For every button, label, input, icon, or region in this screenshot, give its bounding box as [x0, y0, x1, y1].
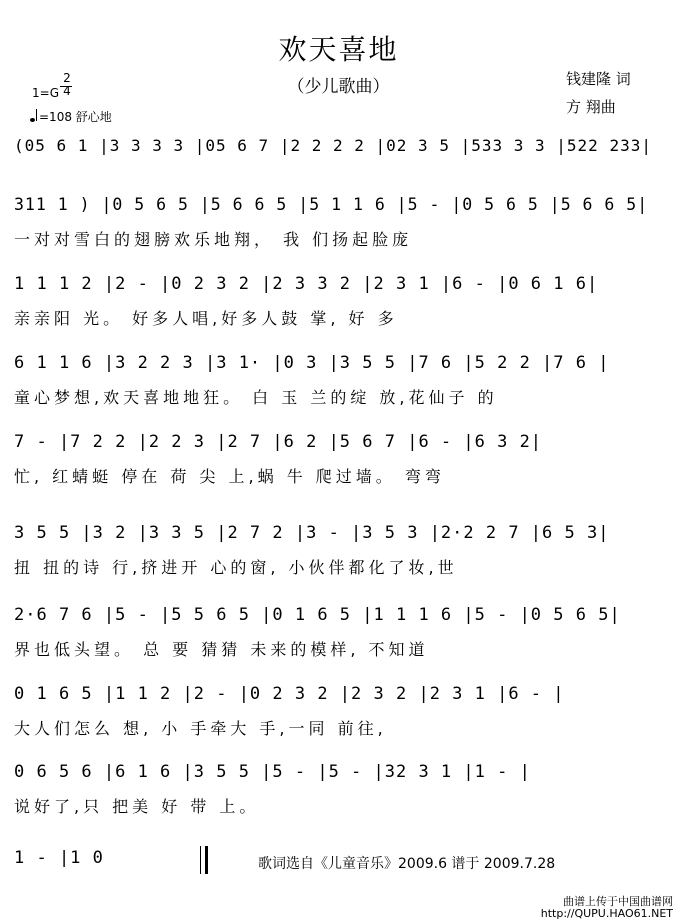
site-footer [541, 896, 673, 920]
note-stem [36, 109, 37, 121]
footer-line-2: http://QUPU.HAO61.NET [540, 907, 673, 920]
row-notes: 311 1 ) |0 5 6 5 |5 6 6 5 |5 1 1 6 |5 - |0 5 6 5 |5 6 6 5| [14, 195, 649, 214]
score-row [0, 762, 677, 822]
score-row [0, 605, 677, 665]
row-notes: 7 - |7 2 2 |2 2 3 |2 7 |6 2 |5 6 7 |6 - |6 3 2| [14, 432, 543, 452]
row-notes: 1 - |1 0 [14, 848, 104, 868]
final-barline-thick [205, 846, 208, 874]
score-row [0, 195, 677, 255]
footer-line-1: 曲谱上传于中国曲谱网 [563, 895, 673, 908]
tempo-marking [30, 108, 112, 125]
score-row [0, 136, 677, 196]
row-lyrics: 大人们怎么 想, 小 手牵大 手,一同 前往, [14, 719, 387, 738]
score-row [0, 353, 677, 413]
lyricist-credit: 钱建隆 词 [566, 70, 631, 88]
time-signature-top: 2 [63, 71, 71, 85]
row-lyrics: 说好了,只 把美 好 带 上。 [14, 797, 260, 816]
song-subtitle: （少儿歌曲） [287, 77, 390, 97]
final-barline-thin [200, 846, 201, 874]
key-signature: 1=G [32, 86, 59, 100]
time-signature [60, 72, 74, 98]
row-notes: 3 5 5 |3 2 |3 3 5 |2 7 2 |3 - |3 5 3 |2·2 2 7 |6 5 3| [14, 523, 610, 543]
row-notes: 1 1 1 2 |2 - |0 2 3 2 |2 3 3 2 |2 3 1 |6 - |0 6 1 6| [14, 274, 599, 294]
row-lyrics: 一对对雪白的翅膀欢乐地翔， 我 们扬起脸庞 [14, 230, 413, 249]
tempo-text: =108 舒心地 [39, 110, 112, 124]
time-signature-bottom: 4 [63, 84, 71, 98]
song-title: 欢天喜地 [278, 33, 399, 66]
source-note: 歌词选自《儿童音乐》2009.6 谱于 2009.7.28 [258, 856, 556, 872]
row-lyrics: 童心梦想,欢天喜地地狂。 白 玉 兰的绽 放,花仙子 的 [14, 388, 498, 407]
time-signature-divider [60, 86, 72, 87]
composer-credit: 方 翔曲 [566, 98, 616, 116]
score-row [0, 274, 677, 334]
score-row [0, 523, 677, 583]
row-notes: (05 6 1 |3 3 3 3 |05 6 7 |2 2 2 2 |02 3 5 |533 3 3 |522 233| [14, 136, 652, 155]
row-lyrics: 扭 扭的诗 行,挤进开 心的窗, 小伙伴都化了妆,世 [14, 558, 458, 577]
quarter-note-icon [30, 118, 35, 122]
row-notes: 0 6 5 6 |6 1 6 |3 5 5 |5 - |5 - |32 3 1 |1 - | [14, 762, 531, 782]
score-row [0, 684, 677, 744]
row-lyrics: 忙, 红蜻蜓 停在 荷 尖 上,蜗 牛 爬过墙。 弯弯 [14, 467, 445, 486]
row-notes: 6 1 1 6 |3 2 2 3 |3 1· |0 3 |3 5 5 |7 6 |5 2 2 |7 6 | [14, 353, 610, 373]
row-lyrics: 亲亲阳 光。 好多人唱,好多人鼓 掌, 好 多 [14, 309, 398, 328]
score-row [0, 432, 677, 492]
row-notes: 0 1 6 5 |1 1 2 |2 - |0 2 3 2 |2 3 2 |2 3 1 |6 - | [14, 684, 565, 704]
row-notes: 2·6 7 6 |5 - |5 5 6 5 |0 1 6 5 |1 1 1 6 |5 - |0 5 6 5| [14, 605, 621, 625]
row-lyrics: 界也低头望。 总 要 猜猜 未来的模样, 不知道 [14, 640, 429, 659]
